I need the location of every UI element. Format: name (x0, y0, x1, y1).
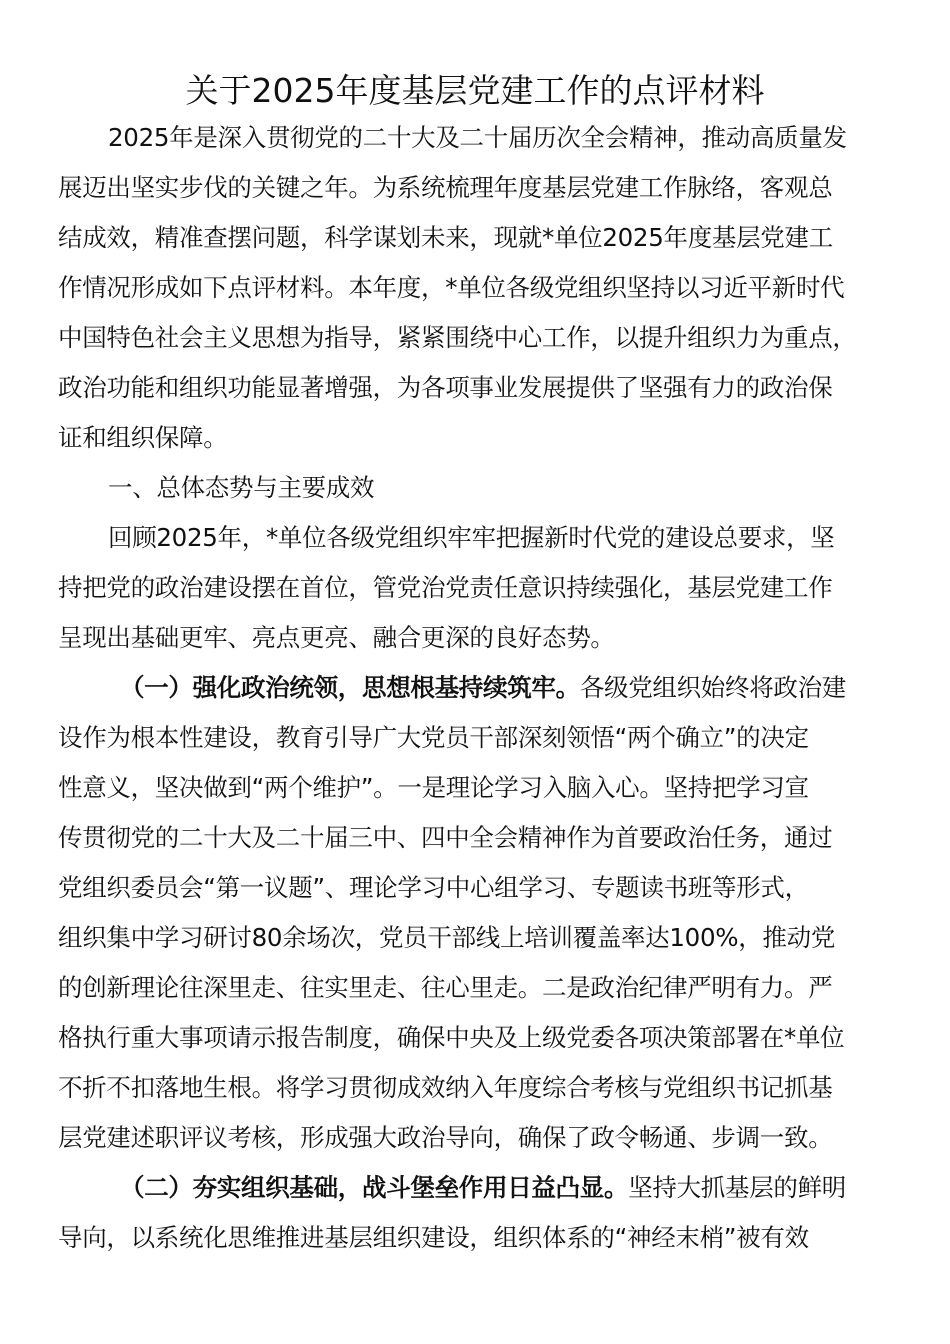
document-title: 关于2025年度基层党建工作的点评材料 (185, 71, 765, 110)
subsection-1-line-7: 的创新理论往深里走、往实里走、往心里走。二是政治纪律严明有力。严 (58, 973, 833, 1002)
subsection-1-line-9: 不折不扣落地生根。将学习贯彻成效纳入年度综合考核与党组织书记抓基 (58, 1073, 833, 1102)
section-heading-1: 一、总体态势与主要成效 (108, 473, 375, 502)
review-line-1: 回顾2025年，*单位各级党组织牢牢把握新时代党的建设总要求，坚 (108, 523, 835, 552)
intro-line-1: 2025年是深入贯彻党的二十大及二十届历次全会精神，推动高质量发 (108, 123, 847, 152)
subsection-2-heading: （二）夯实组织基础，战斗堡垒作用日益凸显。 (120, 1173, 629, 1202)
subsection-1-line-3: 性意义，坚决做到“两个维护”。一是理论学习入脑入心。坚持把学习宣 (58, 773, 809, 802)
subsection-1-lead-text: 各级党组织始终将政治建 (579, 673, 847, 702)
intro-line-4: 作情况形成如下点评材料。本年度，*单位各级党组织坚持以习近平新时代 (58, 273, 845, 302)
intro-line-5: 中国特色社会主义思想为指导，紧紧围绕中心工作，以提升组织力为重点， (58, 323, 857, 352)
subsection-1-line-10: 层党建述职评议考核，形成强大政治导向，确保了政令畅通、步调一致。 (58, 1123, 833, 1152)
subsection-1-heading: （一）强化政治统领，思想根基持续筑牢。 (120, 673, 580, 702)
subsection-1-line-4: 传贯彻党的二十大及二十届三中、四中全会精神作为首要政治任务，通过 (58, 823, 833, 852)
subsection-1-line-2: 设作为根本性建设，教育引导广大党员干部深刻领悟“两个确立”的决定 (58, 723, 809, 752)
review-line-3: 呈现出基础更牢、亮点更亮、融合更深的良好态势。 (58, 623, 615, 652)
subsection-1-first-line (120, 663, 846, 713)
intro-line-3: 结成效，精准查摆问题，科学谋划未来，现就*单位2025年度基层党建工 (58, 223, 833, 252)
subsection-1-line-6: 组织集中学习研讨80余场次，党员干部线上培训覆盖率达100%，推动党 (58, 923, 836, 952)
intro-line-7: 证和组织保障。 (58, 423, 228, 452)
subsection-1-line-5: 党组织委员会“第一议题”、理论学习中心组学习、专题读书班等形式， (58, 873, 809, 902)
subsection-2-lead-text: 坚持大抓基层的鲜明 (628, 1173, 847, 1202)
intro-line-6: 政治功能和组织功能显著增强，为各项事业发展提供了坚强有力的政治保 (58, 373, 833, 402)
subsection-2-first-line (120, 1163, 846, 1213)
subsection-1-line-8: 格执行重大事项请示报告制度，确保中央及上级党委各项决策部署在*单位 (58, 1023, 845, 1052)
intro-line-2: 展迈出坚实步伐的关键之年。为系统梳理年度基层党建工作脉络，客观总 (58, 173, 833, 202)
review-line-2: 持把党的政治建设摆在首位，管党治党责任意识持续强化，基层党建工作 (58, 573, 833, 602)
subsection-2-line-2: 导向，以系统化思维推进基层组织建设，组织体系的“神经末梢”被有效 (58, 1223, 809, 1252)
